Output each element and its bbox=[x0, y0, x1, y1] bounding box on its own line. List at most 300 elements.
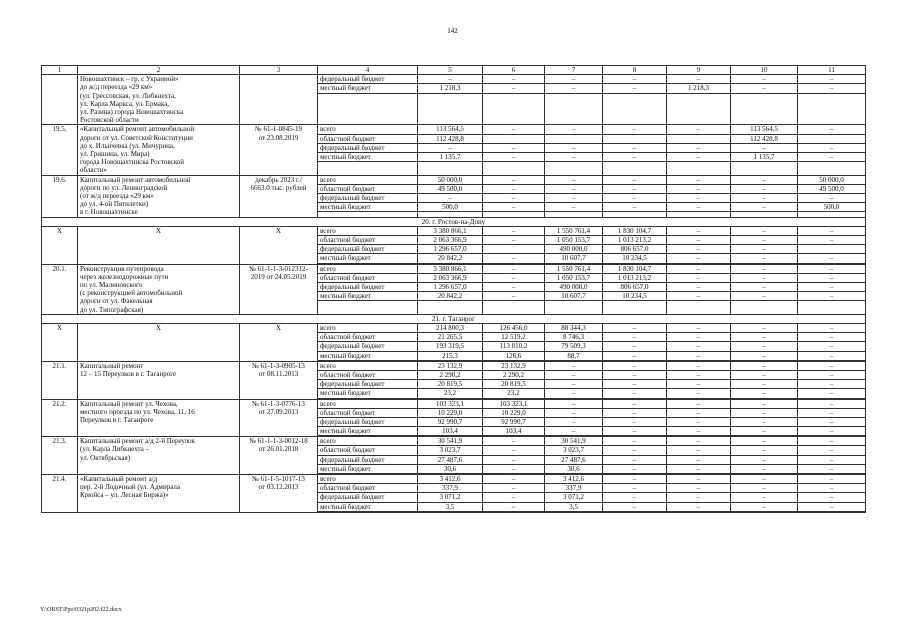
amount-value: – bbox=[798, 418, 865, 427]
amount-value: – bbox=[731, 203, 797, 212]
amount-value: 3 412,6 bbox=[545, 475, 602, 484]
amount-value: – bbox=[667, 465, 730, 474]
amount-value: – bbox=[667, 236, 730, 245]
amount-cell bbox=[603, 125, 667, 175]
amount-value: – bbox=[667, 274, 730, 283]
object-name-line: дороги от ул. Факельная bbox=[80, 297, 153, 306]
budget-source: областной бюджет bbox=[318, 409, 417, 418]
amount-value: – bbox=[667, 333, 730, 342]
amount-value: 112 428,8 bbox=[731, 135, 797, 144]
amount-value: 806 657,0 bbox=[603, 245, 666, 254]
amount-value: 1 830 104,7 bbox=[603, 265, 666, 274]
amount-value: – bbox=[798, 456, 865, 465]
amount-value: – bbox=[731, 503, 797, 512]
amount-value: 92 990,7 bbox=[418, 418, 482, 427]
amount-cell bbox=[418, 361, 483, 399]
amount-value: 49 500,0 bbox=[798, 185, 865, 194]
table-body bbox=[42, 66, 866, 513]
amount-value: – bbox=[603, 84, 666, 93]
amount-cell bbox=[483, 264, 545, 314]
table-row bbox=[42, 264, 866, 314]
amount-value: 214 800,3 bbox=[418, 324, 482, 333]
amount-value bbox=[483, 135, 544, 144]
amount-cell bbox=[798, 361, 866, 399]
document-reference bbox=[240, 264, 318, 314]
amount-value: 500,0 bbox=[418, 203, 482, 212]
amount-value: – bbox=[798, 484, 865, 493]
amount-value: – bbox=[798, 194, 865, 203]
amount-value: 126,6 bbox=[483, 352, 544, 361]
object-name-line: дороги по ул. Ленинградской bbox=[80, 183, 168, 192]
amount-value: 50 000,0 bbox=[798, 176, 865, 185]
amount-value: – bbox=[798, 227, 865, 236]
object-name-line: в г. Новошахтинске bbox=[80, 208, 138, 217]
amount-value: – bbox=[667, 144, 730, 153]
amount-value: 30 541,9 bbox=[545, 437, 602, 446]
column-number: 4 bbox=[318, 66, 418, 75]
amount-value: – bbox=[483, 176, 544, 185]
amount-value: – bbox=[667, 437, 730, 446]
amount-cell bbox=[418, 399, 483, 437]
amount-cell bbox=[545, 75, 603, 125]
amount-cell bbox=[418, 75, 483, 125]
object-name-line: ул. Октябрьская) bbox=[80, 453, 131, 462]
amount-value: – bbox=[603, 342, 666, 351]
amount-value: – bbox=[667, 342, 730, 351]
document-reference-line: № 61-1-1-3-0012-18 bbox=[249, 437, 308, 446]
object-name-line: «Капитальный ремонт автомобильной bbox=[80, 125, 195, 134]
object-name-line: до ул. Типографская) bbox=[80, 305, 144, 314]
amount-value: – bbox=[545, 176, 602, 185]
amount-cell bbox=[798, 399, 866, 437]
budget-source: федеральный бюджет bbox=[318, 194, 417, 203]
amount-cell bbox=[667, 226, 731, 264]
amount-value: – bbox=[667, 362, 730, 371]
column-number: 10 bbox=[731, 66, 798, 75]
budget-source: областной бюджет bbox=[318, 236, 417, 245]
file-path-footer: Y:\ORST\Ppo\0321p202.f22.docx bbox=[40, 607, 122, 613]
amount-cell bbox=[603, 324, 667, 362]
budget-source-cell bbox=[318, 75, 418, 125]
amount-cell bbox=[798, 264, 866, 314]
amount-cell bbox=[483, 75, 545, 125]
amount-value: 88 344,3 bbox=[545, 324, 602, 333]
amount-value: – bbox=[603, 418, 666, 427]
budget-source: местный бюджет bbox=[318, 254, 417, 263]
table-row bbox=[42, 125, 866, 175]
amount-cell bbox=[603, 175, 667, 217]
object-name-line: по ул. Малиновского bbox=[80, 281, 143, 290]
amount-value: – bbox=[545, 144, 602, 153]
amount-value: – bbox=[545, 380, 602, 389]
amount-value: 50 000,0 bbox=[418, 176, 482, 185]
amount-value: 27 487,6 bbox=[545, 456, 602, 465]
amount-cell bbox=[545, 324, 603, 362]
budget-source: местный бюджет bbox=[318, 503, 417, 512]
amount-cell bbox=[731, 475, 798, 513]
amount-value: 2 290,2 bbox=[418, 371, 482, 380]
amount-cell bbox=[667, 175, 731, 217]
amount-cell bbox=[545, 399, 603, 437]
budget-source: всего bbox=[318, 437, 417, 446]
amount-value: – bbox=[667, 400, 730, 409]
table-row bbox=[42, 361, 866, 399]
object-name-line: «Капитальный ремонт а/д bbox=[80, 475, 158, 484]
budget-source: областной бюджет bbox=[318, 446, 417, 455]
amount-value: – bbox=[798, 265, 865, 274]
budget-source: областной бюджет bbox=[318, 185, 417, 194]
amount-value: – bbox=[731, 333, 797, 342]
amount-cell bbox=[545, 361, 603, 399]
amount-value: – bbox=[798, 324, 865, 333]
amount-cell bbox=[667, 264, 731, 314]
amount-cell bbox=[667, 125, 731, 175]
table-row bbox=[42, 175, 866, 217]
amount-cell bbox=[667, 475, 731, 513]
budget-source: федеральный бюджет bbox=[318, 75, 417, 84]
budget-source-cell bbox=[318, 264, 418, 314]
amount-value: – bbox=[731, 380, 797, 389]
column-number: 5 bbox=[418, 66, 483, 75]
amount-value: – bbox=[603, 380, 666, 389]
amount-value: – bbox=[731, 324, 797, 333]
amount-value: – bbox=[731, 475, 797, 484]
amount-value: – bbox=[483, 144, 544, 153]
amount-value: 20 842,2 bbox=[418, 254, 482, 263]
amount-value: – bbox=[667, 75, 730, 84]
amount-value: – bbox=[603, 484, 666, 493]
document-reference-line: от 08.11.2013 bbox=[258, 369, 299, 378]
amount-value: – bbox=[667, 493, 730, 502]
amount-value: – bbox=[603, 437, 666, 446]
amount-value: 1 013 213,2 bbox=[603, 274, 666, 283]
budget-source: федеральный бюджет bbox=[318, 144, 417, 153]
amount-value: – bbox=[603, 409, 666, 418]
object-name-line: города Новошахтинска Ростовской bbox=[80, 158, 184, 167]
amount-value: – bbox=[667, 475, 730, 484]
amount-value: – bbox=[731, 400, 797, 409]
object-name-line: области» bbox=[80, 166, 107, 175]
document-reference-line: № 61-1-0845-19 bbox=[255, 125, 302, 134]
object-name-line: (ул. Карла Либкнехта – bbox=[80, 445, 150, 454]
amount-value: – bbox=[667, 427, 730, 436]
budget-source: федеральный бюджет bbox=[318, 418, 417, 427]
amount-value: – bbox=[603, 475, 666, 484]
amount-value: – bbox=[603, 493, 666, 502]
object-name-line: Ростовской области bbox=[80, 116, 139, 125]
budget-source: местный бюджет bbox=[318, 389, 417, 398]
amount-value: – bbox=[731, 427, 797, 436]
amount-cell bbox=[418, 226, 483, 264]
amount-value: – bbox=[798, 333, 865, 342]
object-name bbox=[78, 399, 240, 437]
amount-value: – bbox=[483, 254, 544, 263]
amount-value: 23,2 bbox=[418, 389, 482, 398]
amount-value: 113 810,2 bbox=[483, 342, 544, 351]
budget-source-cell bbox=[318, 226, 418, 264]
amount-cell bbox=[798, 475, 866, 513]
amount-cell bbox=[545, 125, 603, 175]
budget-source: федеральный бюджет bbox=[318, 493, 417, 502]
amount-value bbox=[603, 135, 666, 144]
budget-source: федеральный бюджет bbox=[318, 380, 417, 389]
amount-value: – bbox=[667, 352, 730, 361]
amount-cell bbox=[731, 75, 798, 125]
budget-source: всего bbox=[318, 362, 417, 371]
amount-value: – bbox=[483, 236, 544, 245]
column-number: 8 bbox=[603, 66, 667, 75]
amount-value: – bbox=[418, 75, 482, 84]
amount-value: 3,5 bbox=[545, 503, 602, 512]
amount-value: – bbox=[483, 84, 544, 93]
amount-cell bbox=[545, 264, 603, 314]
amount-value: – bbox=[418, 194, 482, 203]
amount-value: – bbox=[731, 254, 797, 263]
amount-value: 1 550 761,4 bbox=[545, 227, 602, 236]
total-row bbox=[42, 226, 866, 264]
amount-value: 337,9 bbox=[418, 484, 482, 493]
amount-value: – bbox=[603, 352, 666, 361]
amount-value: 3 071,2 bbox=[545, 493, 602, 502]
amount-value: 1 135,7 bbox=[418, 153, 482, 162]
amount-value: – bbox=[731, 409, 797, 418]
amount-value: – bbox=[798, 352, 865, 361]
amount-cell bbox=[798, 324, 866, 362]
amount-value: – bbox=[603, 456, 666, 465]
amount-value: – bbox=[798, 427, 865, 436]
amount-value: 3 380 866,1 bbox=[418, 227, 482, 236]
amount-value: – bbox=[545, 194, 602, 203]
amount-value: – bbox=[731, 456, 797, 465]
amount-value: 1 218,3 bbox=[418, 84, 482, 93]
object-name-line: ул. Гришина, ул. Мира) bbox=[80, 150, 150, 159]
budget-source: федеральный бюджет bbox=[318, 456, 417, 465]
amount-value: – bbox=[483, 227, 544, 236]
amount-value: 1 550 761,4 bbox=[545, 265, 602, 274]
amount-value: – bbox=[798, 292, 865, 301]
row-number: 21.3. bbox=[42, 437, 78, 475]
amount-value: 113 564,5 bbox=[418, 125, 482, 134]
amount-value: 490 000,0 bbox=[545, 245, 602, 254]
amount-value: – bbox=[731, 352, 797, 361]
amount-value: – bbox=[667, 292, 730, 301]
amount-value: – bbox=[545, 427, 602, 436]
amount-value: – bbox=[798, 362, 865, 371]
amount-cell bbox=[667, 361, 731, 399]
section-title: 21. г. Таганрог bbox=[42, 314, 866, 323]
amount-value: – bbox=[731, 283, 797, 292]
amount-value: – bbox=[545, 409, 602, 418]
table-row bbox=[42, 75, 866, 125]
amount-value: – bbox=[603, 400, 666, 409]
amount-value: 103 323,1 bbox=[483, 400, 544, 409]
amount-value: – bbox=[483, 484, 544, 493]
amount-cell bbox=[418, 437, 483, 475]
document-reference-line: от 26.01.2018 bbox=[258, 445, 299, 454]
amount-value: – bbox=[667, 371, 730, 380]
amount-value: 10 229,0 bbox=[418, 409, 482, 418]
column-number: 3 bbox=[240, 66, 318, 75]
amount-value: – bbox=[667, 456, 730, 465]
amount-value: – bbox=[483, 292, 544, 301]
column-number: 7 bbox=[545, 66, 603, 75]
amount-value: – bbox=[731, 75, 797, 84]
amount-cell bbox=[483, 226, 545, 264]
amount-value: 23 132,9 bbox=[483, 362, 544, 371]
x-mark: Х bbox=[42, 324, 78, 362]
amount-value: 1 013 213,2 bbox=[603, 236, 666, 245]
amount-value: 1 830 104,7 bbox=[603, 227, 666, 236]
amount-value: – bbox=[667, 254, 730, 263]
amount-value: – bbox=[603, 333, 666, 342]
amount-cell bbox=[731, 361, 798, 399]
amount-value: 3 412,6 bbox=[418, 475, 482, 484]
document-reference-line: от 23.08.2019 bbox=[258, 133, 299, 142]
amount-value: – bbox=[798, 75, 865, 84]
budget-source: местный бюджет bbox=[318, 465, 417, 474]
amount-value: – bbox=[731, 292, 797, 301]
amount-value: – bbox=[731, 389, 797, 398]
object-name-line: Крюйса – ул. Лесная Биржа)» bbox=[80, 491, 169, 500]
amount-cell bbox=[798, 226, 866, 264]
amount-value: – bbox=[545, 84, 602, 93]
amount-cell bbox=[603, 399, 667, 437]
amount-cell bbox=[731, 175, 798, 217]
budget-source-cell bbox=[318, 399, 418, 437]
budget-source: местный бюджет bbox=[318, 203, 417, 212]
row-number: 21.2. bbox=[42, 399, 78, 437]
amount-value: – bbox=[798, 84, 865, 93]
amount-value: 1 135,7 bbox=[731, 153, 797, 162]
amount-value: – bbox=[483, 475, 544, 484]
amount-value: – bbox=[603, 125, 666, 134]
document-reference-line: № 61-1-3-0905-13 bbox=[252, 361, 305, 370]
document-reference-line: декабрь 2023 г./ bbox=[255, 175, 302, 184]
budget-source: федеральный бюджет bbox=[318, 283, 417, 292]
amount-value: – bbox=[483, 437, 544, 446]
amount-value: 23 132,9 bbox=[418, 362, 482, 371]
amount-value: 2 290,2 bbox=[483, 371, 544, 380]
amount-value: 30 541,9 bbox=[418, 437, 482, 446]
amount-value: 20 842,2 bbox=[418, 292, 482, 301]
budget-source: местный бюджет bbox=[318, 427, 417, 436]
section-row bbox=[42, 314, 866, 323]
amount-value: – bbox=[483, 274, 544, 283]
amount-value: 215,3 bbox=[418, 352, 482, 361]
amount-value: – bbox=[603, 427, 666, 436]
column-number: 1 bbox=[42, 66, 78, 75]
amount-value: – bbox=[545, 75, 602, 84]
amount-value: 20 819,5 bbox=[483, 380, 544, 389]
x-mark: Х bbox=[240, 324, 318, 362]
amount-value: – bbox=[483, 185, 544, 194]
amount-value: – bbox=[731, 236, 797, 245]
amount-value: – bbox=[667, 389, 730, 398]
amount-value: 126 456,0 bbox=[483, 324, 544, 333]
budget-source-cell bbox=[318, 175, 418, 217]
amount-value: – bbox=[603, 465, 666, 474]
object-name-line: (от ж/д переезда «29 км» bbox=[80, 192, 154, 201]
amount-value: – bbox=[603, 389, 666, 398]
amount-value: – bbox=[798, 400, 865, 409]
amount-value: 3 380 866,1 bbox=[418, 265, 482, 274]
budget-source: федеральный бюджет bbox=[318, 342, 417, 351]
amount-value: 88,7 bbox=[545, 352, 602, 361]
row-number: 21.1. bbox=[42, 361, 78, 399]
amount-value: – bbox=[798, 125, 865, 134]
amount-value: – bbox=[798, 153, 865, 162]
amount-value: – bbox=[667, 125, 730, 134]
table-row bbox=[42, 475, 866, 513]
amount-value: – bbox=[731, 446, 797, 455]
amount-value: 10 607,7 bbox=[545, 254, 602, 263]
amount-value: 806 657,0 bbox=[603, 283, 666, 292]
amount-cell bbox=[545, 475, 603, 513]
object-name-line: до х. Ильичевка (ул. Мичурина, bbox=[80, 141, 175, 150]
object-name-line: ул. Карла Маркса, ул. Ермака, bbox=[80, 99, 169, 108]
amount-value: 1 296 657,0 bbox=[418, 245, 482, 254]
amount-cell bbox=[418, 175, 483, 217]
amount-value: 103,4 bbox=[418, 427, 482, 436]
amount-value: 49 500,0 bbox=[418, 185, 482, 194]
amount-value: 10 229,0 bbox=[483, 409, 544, 418]
document-reference bbox=[240, 475, 318, 513]
object-name-line: до ж/д переезда «29 км» bbox=[80, 83, 153, 92]
amount-value: 1 296 657,0 bbox=[418, 283, 482, 292]
amount-value: – bbox=[483, 493, 544, 502]
amount-cell bbox=[545, 175, 603, 217]
amount-value: – bbox=[798, 380, 865, 389]
budget-source-cell bbox=[318, 475, 418, 513]
document-reference bbox=[240, 125, 318, 175]
amount-value bbox=[667, 135, 730, 144]
amount-value: – bbox=[603, 144, 666, 153]
document-reference bbox=[240, 175, 318, 217]
budget-source-cell bbox=[318, 437, 418, 475]
amount-value: 27 487,6 bbox=[418, 456, 482, 465]
amount-value: – bbox=[731, 437, 797, 446]
amount-value bbox=[798, 135, 865, 144]
amount-value bbox=[545, 135, 602, 144]
amount-value: – bbox=[667, 265, 730, 274]
amount-value: – bbox=[483, 75, 544, 84]
budget-source: местный бюджет bbox=[318, 352, 417, 361]
amount-value: 1 050 153,7 bbox=[545, 274, 602, 283]
object-name-line: до ул. 4-ой Пятилетки) bbox=[80, 200, 149, 209]
amount-value: 12 519,2 bbox=[483, 333, 544, 342]
amount-value: 113 564,5 bbox=[731, 125, 797, 134]
amount-cell bbox=[798, 175, 866, 217]
amount-value: – bbox=[545, 203, 602, 212]
amount-value: – bbox=[667, 446, 730, 455]
amount-cell bbox=[418, 264, 483, 314]
amount-value: 10 234,5 bbox=[603, 292, 666, 301]
budget-source: всего bbox=[318, 400, 417, 409]
amount-value: – bbox=[545, 125, 602, 134]
amount-value: – bbox=[483, 283, 544, 292]
amount-cell bbox=[603, 475, 667, 513]
amount-value: – bbox=[545, 185, 602, 194]
budget-source: областной бюджет bbox=[318, 484, 417, 493]
amount-cell bbox=[731, 125, 798, 175]
object-name bbox=[78, 125, 240, 175]
amount-value: – bbox=[798, 144, 865, 153]
budget-source: областной бюджет bbox=[318, 333, 417, 342]
amount-cell bbox=[603, 226, 667, 264]
amount-value: – bbox=[603, 362, 666, 371]
budget-source: всего bbox=[318, 324, 417, 333]
amount-cell bbox=[731, 399, 798, 437]
